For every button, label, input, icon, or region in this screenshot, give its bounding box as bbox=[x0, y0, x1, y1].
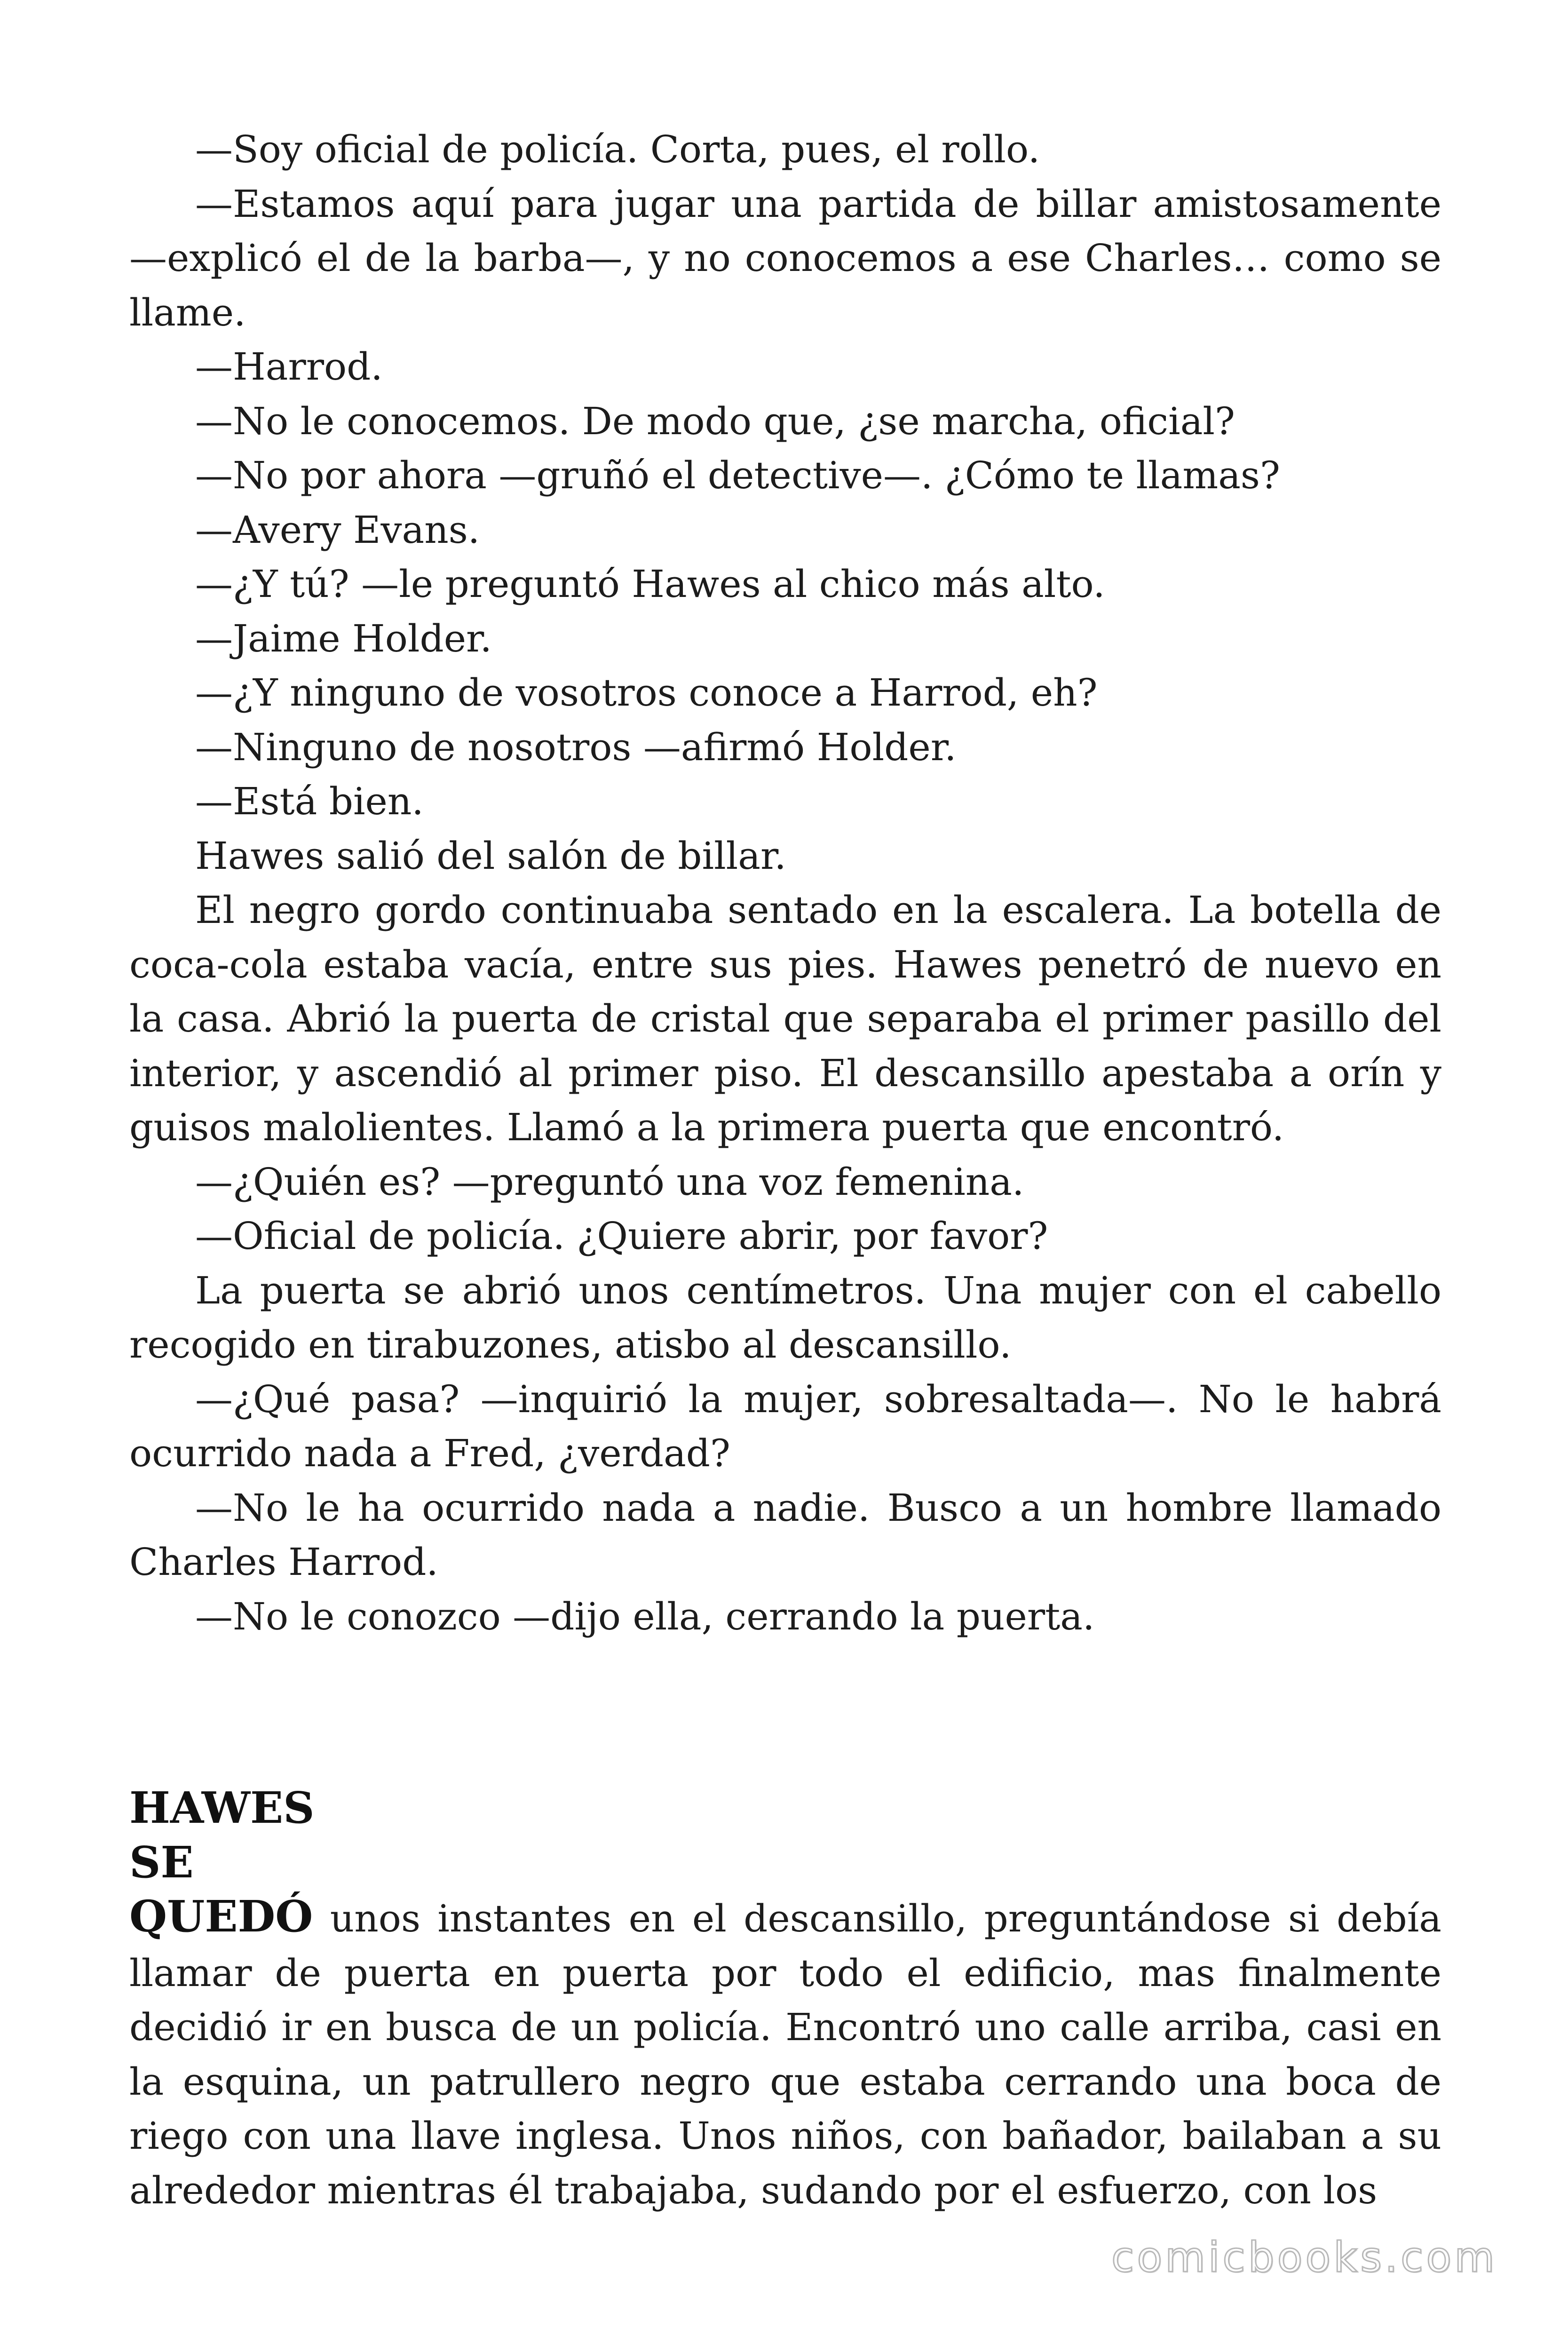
dialogue-line: —Avery Evans. bbox=[195, 508, 480, 552]
narrative-paragraph: Hawes salió del salón de billar. bbox=[195, 834, 786, 878]
book-page bbox=[129, 122, 1441, 2217]
section-opening-paragraph bbox=[129, 1890, 1441, 2217]
section-opening-word-3: QUEDÓ bbox=[129, 1891, 313, 1942]
dialogue-line: —Estamos aquí para jugar una partida de billar amistosamente —explicó el de la barba—, y no conocemos a ese Charles… como se llame. bbox=[129, 182, 1441, 334]
section-break bbox=[129, 1644, 1441, 1781]
dialogue-line: —No le ha ocurrido nada a nadie. Busco a un hombre llamado Charles Harrod. bbox=[129, 1486, 1441, 1584]
dialogue-line: —Está bien. bbox=[195, 779, 424, 823]
dialogue-line: —Ninguno de nosotros —afirmó Holder. bbox=[195, 725, 957, 769]
dialogue-line: —¿Quién es? —preguntó una voz femenina. bbox=[195, 1160, 1024, 1204]
dialogue-line: —No le conozco —dijo ella, cerrando la puerta. bbox=[195, 1594, 1095, 1638]
narrative-paragraph: La puerta se abrió unos centímetros. Una mujer con el cabello recogido en tirabuzones, atisbo al descansillo. bbox=[129, 1268, 1441, 1367]
dialogue-line: —No le conocemos. De modo que, ¿se marcha, oficial? bbox=[195, 399, 1235, 443]
dialogue-line: —Jaime Holder. bbox=[195, 616, 492, 660]
section-opening-word-1: HAWES bbox=[129, 1782, 315, 1833]
section-opening-text: unos instantes en el descansillo, preguntándose si debía llamar de puerta en puerta por todo el edificio, mas finalmente decidió ir en busca de un policía. Encontró uno calle arriba, casi en la esquina, un patrullero negro que estaba cerrando una boca de riego con una llave inglesa. Unos niños, con bañador, bailaban a su alrededor mientras él trabajaba, sudando por el esfuerzo, con los bbox=[129, 1897, 1441, 2212]
dialogue-line: —¿Qué pasa? —inquirió la mujer, sobresaltada—. No le habrá ocurrido nada a Fred, ¿verdad? bbox=[129, 1377, 1441, 1475]
dialogue-line: —Soy oficial de policía. Corta, pues, el rollo. bbox=[195, 127, 1040, 171]
dialogue-line: —¿Y tú? —le preguntó Hawes al chico más alto. bbox=[195, 562, 1105, 606]
dialogue-line: —No por ahora —gruñó el detective—. ¿Cómo te llamas? bbox=[195, 453, 1280, 497]
dialogue-line: —¿Y ninguno de vosotros conoce a Harrod, eh? bbox=[195, 671, 1098, 715]
dialogue-line: —Harrod. bbox=[195, 345, 383, 389]
dialogue-line: —Oficial de policía. ¿Quiere abrir, por favor? bbox=[195, 1214, 1048, 1258]
section-opening-word-2: SE bbox=[129, 1836, 194, 1888]
watermark: comicbooks.com bbox=[1111, 2233, 1497, 2281]
narrative-paragraph: El negro gordo continuaba sentado en la escalera. La botella de coca-cola estaba vacía, entre sus pies. Hawes penetró de nuevo en la casa. Abrió la puerta de cristal que separaba el primer pasillo del interior, y ascendió al primer piso. El descansillo apestaba a orín y guisos malolientes. Llamó a la primera puerta que encontró. bbox=[129, 888, 1441, 1149]
